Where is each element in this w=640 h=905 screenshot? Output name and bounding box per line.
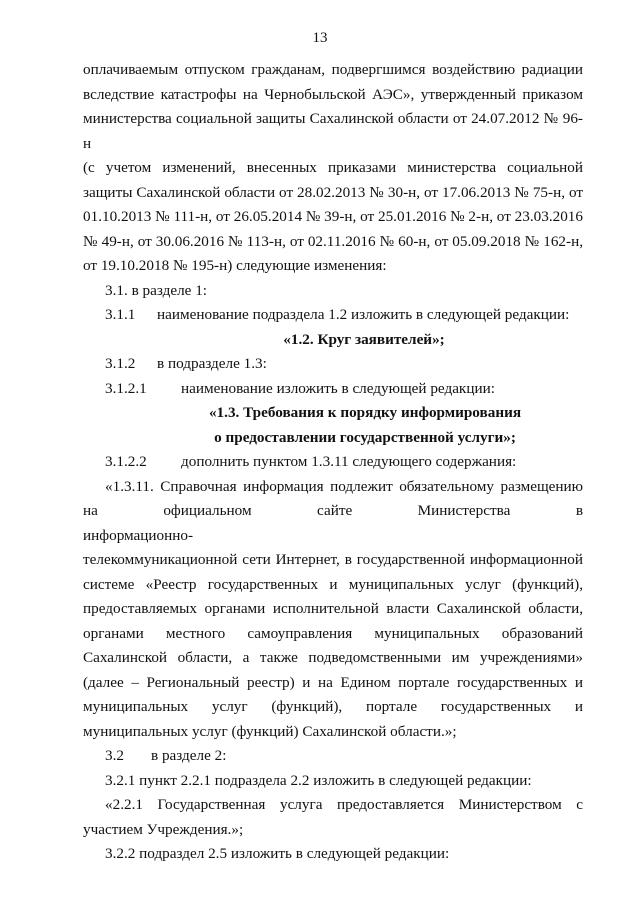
text-line: органами местного самоуправления муниципальных образований [83,624,583,642]
text-line: (с учетом изменений, внесенных приказами министерства социальной [83,159,583,176]
heading-1-2: «1.2. Круг заявителей»; [283,330,445,348]
text-line: защиты Сахалинской области от 28.02.2013 № 30-н, от 17.06.2013 № 75-н, от [83,183,583,201]
heading-line: «1.3. Требования к порядку информирования [208,404,522,421]
text-line: «1.3.11. Справочная информация подлежит обязательному размещению [105,477,583,495]
paragraph-intro [83,58,583,279]
text-line: телекоммуникационной сети Интернет, в государственной информационной [83,551,583,568]
paragraph-2-2-1 [83,793,583,842]
text-line: участием Учреждения.»; [83,820,244,838]
text-line: «2.2.1 Государственная услуга предоставляется Министерством с [105,796,583,813]
item-number: 3.2 [105,747,124,764]
text-line: 01.10.2013 № 111-н, от 26.05.2014 № 39-н, от 25.01.2016 № 2-н, от 23.03.2016 [83,208,583,225]
item-3-2-2: 3.2.2 подраздел 2.5 изложить в следующей редакции: [105,845,450,862]
text-line: от 19.10.2018 № 195-н) следующие изменения: [83,257,387,274]
item-text: в разделе 2: [151,747,227,764]
text-line: Сахалинской области, а также подведомственными им учреждениями» [83,649,583,666]
page-number: 13 [312,30,328,46]
item-number: 3.1.2.2 [105,453,147,470]
text-line: на официальном сайте Министерства в информационно- [83,502,583,544]
paragraph-1-3-11 [83,475,583,745]
text-line: предоставляемых органами исполнительной власти Сахалинской области, [83,600,583,617]
item-number: 3.1.2 [105,355,136,372]
item-3-1: 3.1. в разделе 1: [105,281,208,299]
document-body [83,58,583,867]
item-3-2 [83,744,583,769]
item-text: наименование изложить в следующей редакции: [181,379,495,397]
item-number: 3.1.1 [105,306,136,323]
heading-1-3 [83,401,583,450]
item-3-1-2-1 [83,377,583,402]
heading-line: о предоставлении государственной услуги»; [214,428,516,446]
item-3-1-2-2 [83,450,583,475]
item-3-1-1 [83,303,583,328]
text-line: № 49-н, от 30.06.2016 № 113-н, от 02.11.2016 № 60-н, от 05.09.2018 № 162-н, [83,232,583,250]
text-line: системе «Реестр государственных и муниципальных услуг (функций), [83,575,583,593]
item-text: наименование подраздела 1.2 изложить в следующей редакции: [157,306,570,323]
text-line: оплачиваемым отпуском гражданам, подвергшимся воздействию радиации [83,61,583,78]
text-line: (далее – Региональный реестр) и на Едином портале государственных и [83,673,583,691]
item-text: в подразделе 1.3: [157,355,267,372]
text-line: муниципальных услуг (функций) Сахалинской области.»; [83,722,457,740]
item-3-2-1: 3.2.1 пункт 2.2.1 подраздела 2.2 изложить в следующей редакции: [105,771,532,789]
item-text: дополнить пунктом 1.3.11 следующего содержания: [181,453,517,470]
text-line: вследствие катастрофы на Чернобыльской АЭС», утвержденный приказом [83,85,583,103]
text-line: муниципальных услуг (функций), портале государственных и [83,698,583,715]
item-number: 3.1.2.1 [105,379,147,397]
item-3-1-2 [83,352,583,377]
text-line: министерства социальной защиты Сахалинской области от 24.07.2012 № 96-н [83,110,583,152]
